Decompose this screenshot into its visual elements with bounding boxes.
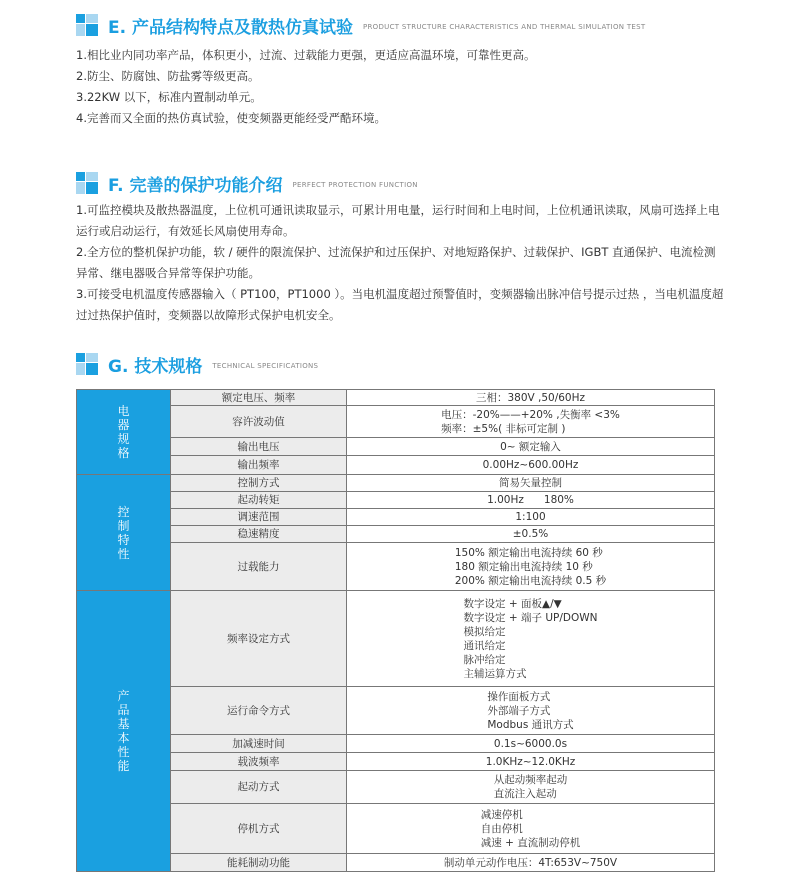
table-row [77,526,715,543]
section-icon [76,172,100,194]
section-icon [76,353,100,375]
group-control: 控制特性 [77,475,171,591]
table-row [77,771,715,804]
list-item: 1.相比业内同功率产品，体积更小，过流、过载能力更强，更适应高温环境，可靠性更高。 [76,48,536,62]
spec-value: 0.00Hz~600.00Hz [347,456,715,475]
section-e-header [76,13,645,37]
spec-name: 能耗制动功能 [171,854,347,872]
spec-value: 减速停机 自由停机 减速 + 直流制动停机 [347,804,715,854]
section-g-header [76,352,318,376]
spec-name: 加减速时间 [171,735,347,753]
spec-name: 过载能力 [171,543,347,591]
group-basic: 产品基本性能 [77,591,171,872]
spec-table [76,389,715,872]
spec-value: 150% 额定输出电流持续 60 秒 180 额定输出电流持续 10 秒 200% 额定输出电流持续 0.5 秒 [347,543,715,591]
spec-value: 操作面板方式 外部端子方式 Modbus 通讯方式 [347,687,715,735]
spec-value: 1.0KHz~12.0KHz [347,753,715,771]
group-electrical: 电器规格 [77,390,171,475]
table-row [77,456,715,475]
spec-name: 起动方式 [171,771,347,804]
table-row [77,390,715,406]
spec-name: 输出频率 [171,456,347,475]
table-row [77,406,715,438]
list-item: 3.22KW 以下，标准内置制动单元。 [76,90,262,104]
table-row [77,753,715,771]
spec-name: 载波频率 [171,753,347,771]
table-row [77,591,715,687]
section-f-header [76,171,418,195]
section-e-list [76,45,726,129]
list-item: 2.防尘、防腐蚀、防盐雾等级更高。 [76,69,260,83]
spec-value: 从起动频率起动 直流注入起动 [347,771,715,804]
list-item: 4.完善而又全面的热仿真试验，使变频器更能经受严酷环境。 [76,111,386,125]
table-row [77,438,715,456]
spec-name: 频率设定方式 [171,591,347,687]
spec-name: 输出电压 [171,438,347,456]
section-f-list [76,200,726,326]
spec-name: 起动转矩 [171,492,347,509]
spec-value: 简易矢量控制 [347,475,715,492]
spec-value: 1:100 [347,509,715,526]
section-icon [76,14,100,36]
spec-value: 0.1s~6000.0s [347,735,715,753]
spec-name: 容许波动值 [171,406,347,438]
section-f-subtitle: PERFECT PROTECTION FUNCTION [292,181,418,189]
spec-value: 三相：380V ,50/60Hz [347,390,715,406]
list-item: 1.可监控模块及散热器温度，上位机可通讯读取显示，可累计用电量，运行时间和上电时间，上位机通讯读取，风扇可选择上电运行或启动运行，有效延长风扇使用寿命。 [76,203,720,238]
table-row [77,687,715,735]
spec-value: 1.00Hz 180% [347,492,715,509]
table-row [77,804,715,854]
spec-name: 稳速精度 [171,526,347,543]
spec-name: 运行命令方式 [171,687,347,735]
table-row [77,543,715,591]
spec-name: 停机方式 [171,804,347,854]
spec-value: 0~ 额定输入 [347,438,715,456]
table-row [77,854,715,872]
list-item: 2.全方位的整机保护功能，软 / 硬件的限流保护、过流保护和过压保护、对地短路保护、过载保护、IGBT 直通保护、电流检测异常、继电器吸合异常等保护功能。 [76,245,716,280]
spec-name: 调速范围 [171,509,347,526]
table-row [77,509,715,526]
list-item: 3.可接受电机温度传感器输入（ PT100，PT1000 ）。当电机温度超过预警值时，变频器输出脉冲信号提示过热 ，当电机温度超过过热保护值时，变频器以故障形式保护电机安全。 [76,287,724,322]
section-g-subtitle: TECHNICAL SPECIFICATIONS [212,362,319,370]
spec-value: ±0.5% [347,526,715,543]
spec-name: 额定电压、频率 [171,390,347,406]
section-f-title: F. 完善的保护功能介绍 [108,175,283,196]
section-e-subtitle: PRODUCT STRUCTURE CHARACTERISTICS AND THERMAL SIMULATION TEST [363,23,646,31]
table-row [77,492,715,509]
table-row [77,735,715,753]
spec-value: 电压：-20%——+20% ,失衡率 <3% 频率：±5%( 非标可定制 ) [347,406,715,438]
section-e-title: E. 产品结构特点及散热仿真试验 [108,17,353,38]
table-row [77,475,715,492]
section-g-title: G. 技术规格 [108,356,203,377]
spec-value: 制动单元动作电压：4T:653V~750V [347,854,715,872]
spec-value: 数字设定 + 面板▲/▼ 数字设定 + 端子 UP/DOWN 模拟给定 通讯给定 脉冲给定 主辅运算方式 [347,591,715,687]
spec-name: 控制方式 [171,475,347,492]
